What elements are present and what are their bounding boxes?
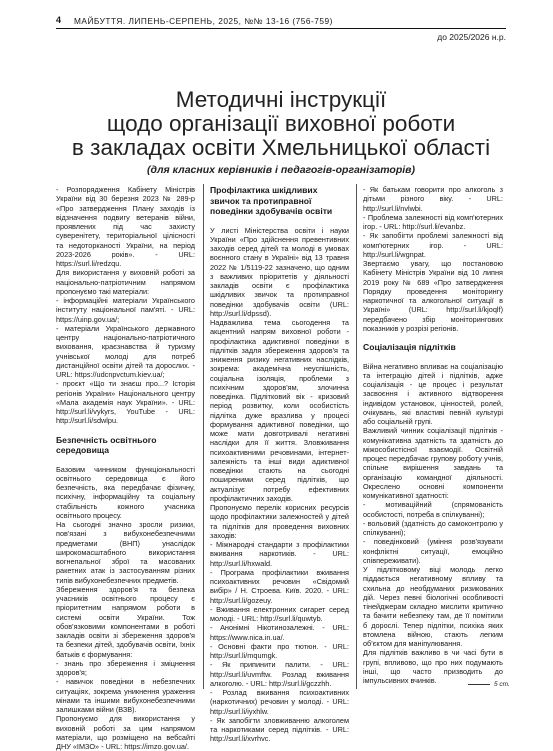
masthead: МАЙБУТТЯ. ЛИПЕНЬ-СЕРПЕНЬ, 2025, №№ 13-16 (756-759) bbox=[74, 16, 333, 26]
paragraph: Збереження здоров'я та безпека учасників освітнього процесу є пріоритетним напрямом роботи в системі освіти України. Тож обов'язковими компонентами в роботі закладів освіти зі збереження здоров'я та безпеки дітей, здобувачів освіти, їхніх батьків є формування: bbox=[56, 584, 195, 659]
paragraph: - Програма профілактики вживання психоактивних речовин «Свідомий вибір» / Н. Строева. Київ. 2020. - URL: http://surl.li/gozeuy. bbox=[210, 567, 349, 605]
paragraph: - навичок поведінки в небезпечних ситуаціях, зокрема уникнення ураження мінами та іншими вибухонебезпечними залишками війни (ВЗВ). bbox=[56, 677, 195, 714]
paragraph: - Проблема залежності від комп'ютерних ігор. - URL: http://surl.li/evanbz. bbox=[363, 212, 503, 231]
paragraph: Пропонуємо для використання у виховній роботі за цим напрямом матеріали, що розміщено на вебсайті ДНУ «ІМЗО» - URL: https://imzo.gov.ua/. bbox=[56, 714, 195, 751]
paragraph: - матеріали Українського державного центру національно-патріотичного виховання, краєзнавства й туризму учнівської молоді для потреб дистанційної освіти дітей та дорослих. - URL: https://udcnpvctum.kiev.ua/; bbox=[56, 323, 195, 379]
paragraph: Для використання у виховній роботі за національно-патріотичним напрямом пропонуємо такі матеріали: bbox=[56, 268, 195, 296]
section-heading: Профілактика шкідливих звичок та протиправної поведінки здобувачів освіти bbox=[210, 185, 333, 216]
paragraph: - поведінковий (уміння розв'язувати конфліктні ситуації, емоційно співпереживати). bbox=[363, 537, 503, 565]
article-subtitle: (для класних керівників і педагогів-організаторів) bbox=[146, 164, 416, 176]
paragraph: - інформаційні матеріали Українського інституту національної пам'яті. - URL: https://uinp.gov.ua/; bbox=[56, 296, 195, 324]
paragraph: - проєкт «Що ти знаєш про...? Історія регіонів України» Національного центру «Мала академія наук України». - URL: http://surl.li/vykyrs, YouTube - URL: http://surl.li/sdwlpu. bbox=[56, 379, 195, 426]
paragraph: - Вживання електронних сигарет серед молоді. - URL: http://surl.li/quwtyb. bbox=[210, 604, 349, 623]
paragraph: Війна негативно впливає на соціалізацію та інтеграцію дітей і підлітків, адже соціалізація - це процес і результат засвоєння і активного відтворення індивідом установок, цінностей, ролей, очікувань, які властиві певній культурі або соціальній групі. bbox=[363, 361, 503, 426]
paragraph: - Міжнародні стандарти з профілактики вживання наркотиків. - URL: http://surl.li/hxwald. bbox=[210, 540, 349, 568]
paragraph: - знань про збереження і зміцнення здоров'я; bbox=[56, 658, 195, 677]
column-divider bbox=[203, 184, 204, 689]
paragraph: - мотиваційний (спрямованість особистості, потреба в спілкуванні); bbox=[363, 500, 503, 519]
paragraph: У листі Міністерства освіти і науки України «Про здійснення превентивних заходів серед дітей та молоді в умовах воєнного стану в Україні» від 13 травня 2022 № 1/5119-22 зазначено, що одним з важливих пріоритетів у діяльності закладів освіти є профілактика шкідливих звичок та протиправної поведінки здобувачів освіти (URL: http://surl.li/dpssd). bbox=[210, 225, 349, 318]
arrow-right-icon bbox=[468, 684, 490, 685]
paragraph: - Розпорядження Кабінету Міністрів України від 30 березня 2023 № 289-р «Про затвердження Плану заходів із відзначення подвигу ветеранів війни, проявлених під час захисту суверенітету, територіальної цілісності та недоторканості України, на період 2023-2026 років». - URL: https://surl.li/redzqu. bbox=[56, 185, 195, 268]
paragraph: - вольовий (здатність до самоконтролю у спілкуванні); bbox=[363, 518, 503, 537]
paragraph: - Анонімні Нікотинозалежні. - URL: https://www.nica.in.ua/. bbox=[210, 623, 349, 642]
article-title bbox=[56, 88, 506, 160]
paragraph: Пропонуємо перелік корисних ресурсів щодо профілактики залежностей у дітей та підлітків для проведення виховних заходів: bbox=[210, 503, 349, 540]
text-column-3 bbox=[363, 185, 503, 685]
header-rule bbox=[56, 28, 506, 29]
paragraph: - Основні факти про тютюн. - URL: http://surl.li/mqumgk. bbox=[210, 641, 349, 660]
text-column-2 bbox=[210, 185, 349, 744]
paragraph: - Як батькам говорити про алкоголь з дітьми різного віку. - URL: http://surl.li/nvlwbi. bbox=[363, 185, 503, 213]
paragraph: Базовим чинником функціональності освітнього середовища є його безпечність, яка передбачає фізичну, психічну, інформаційну та соціальну стабільність кожного учасника освітнього процесу. bbox=[56, 464, 195, 520]
continued-on-page bbox=[468, 681, 510, 688]
paragraph: Надважлива тема сьогодення та акцентний напрям виховної роботи - профілактика адиктивної поведінки в підлітків задля збереження здоров'я та зниження ризику негативних наслідків, зокрема: академічна неуспішність, соціальна ізоляція, проблеми з психічним здоров'ям, злочинна поведінка. Підлітковий вік - кризовий період розвитку, коли особистість підлітка дуже вразлива у процесі формування адиктивної поведінки, що може мати довготривалі негативні наслідки для її життя. Зловживання психоактивними речовинами, інтернет-залежність та інші види адиктивної поведінки стають на сьогодні поширеними серед підлітків, що актуалізує потребу ефективних профілактичних заходів. bbox=[210, 318, 349, 503]
paragraph: Звертаємо увагу, що постановою Кабінету Міністрів України від 10 липня 2019 року № 689 «Про затвердження Порядку проведення моніторингу наркотичної та алкогольної ситуації в Україні» (URL: http://surl.li/kjoqlf) передбачено збір моніторингових показників у розрізі регіонів. bbox=[363, 259, 503, 333]
page-number: 4 bbox=[56, 15, 62, 25]
paragraph: Для підлітків важливо в чи часі бути в групі, впливово, що про них подумають інші, що часто призводить до імпульсивних вчинків. bbox=[363, 648, 503, 685]
paragraph: - Розлад вживання психоактивних (наркотичних) речовин у молоді. - URL: http://surl.li/iyxhlw. bbox=[210, 688, 349, 716]
text-column-1 bbox=[56, 185, 195, 751]
title-line: Методичні інструкції bbox=[175, 87, 387, 112]
title-line: щодо організації виховної роботи bbox=[106, 111, 456, 136]
section-heading: Соціалізація підлітків bbox=[363, 342, 456, 352]
paragraph: У підлітковому віці молодь легко піддається негативному впливу та схильна до необдуманих ризикованих дій. Через певні біологічні особливості тінейджерам складно мислити критично та бачити небезпеку там, де її помітили б дорослі. Тепер підлітки, психіка яких втомлена війною, стають легким об'єктом для маніпулювання. bbox=[363, 565, 503, 648]
paragraph: Важливий чинник соціалізації підлітків - комунікативна здатність та здатність до міжособистісної взаємодії. Освітній процес передбачає групову роботу учнів, спільне вирішення завдань та організацію командної діяльності. Окреслено основні компоненти комунікативної здатності: bbox=[363, 426, 503, 500]
title-line: в закладах освіти Хмельницької області bbox=[71, 135, 491, 160]
header-subline: до 2025/2026 н.р. bbox=[437, 32, 506, 42]
section-heading: Безпечність освітнього середовища bbox=[56, 434, 157, 455]
paragraph: - Як запобігти зловживанню алкоголем та наркотиками серед підлітків. - URL: http://surl.li/xvrhvc. bbox=[210, 715, 349, 744]
paragraph: На сьогодні значно зросли ризики, пов'язані з вибухонебезпечними предметами (ВНП) унаслідок широкомасштабного використання вогнепальної зброї та масованих ракетних атак із застосуванням різних типів вибухонебезпечних предметів. bbox=[56, 520, 195, 585]
paragraph: - Як припинити палити. - URL: http://surl.li/uvmftw. Розлад вживання алкоголю. - URL: http://surl.li/gczzhh. bbox=[210, 660, 349, 688]
continued-label: 5 ст. bbox=[494, 681, 510, 688]
column-divider bbox=[356, 184, 357, 689]
page-header bbox=[56, 14, 506, 42]
paragraph: - Як запобігти проблемі залежності від комп'ютерних ігор. - URL: http://surl.li/wgnpat. bbox=[363, 231, 503, 259]
